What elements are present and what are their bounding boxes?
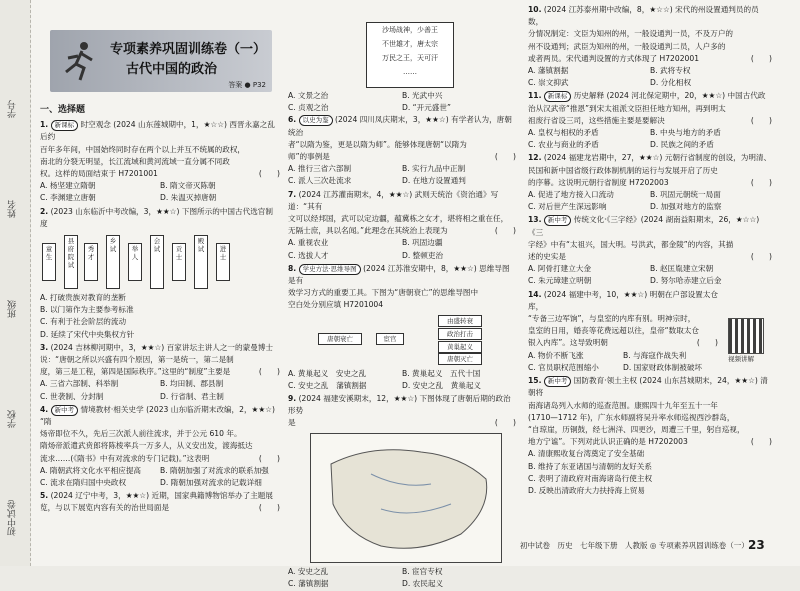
question-12: 12. (2024 福建龙岩期中，27，★★☆) 元朝行省制度的创设，为明清、 民国和新中国省级行政体制机制的运行与发展开启了历史 的序幕。这说明元朝行省制度 H7202003 ( ) A. 促进了地方接入口流动 B. 巩固元朝统一局面 C. 对后世产生深远影响 D. 加强对地方的监察 (528, 153, 772, 212)
question-5: 5. (2024 辽宁中考，3，★★☆) 近期，国家典籍博物馆举办了主题展 览，与以下展览内容有关的治世局面是 ( ) (40, 491, 280, 513)
answer-page-ref: 答案 ● P32 (228, 81, 266, 89)
section-heading: 一、选择题 (40, 105, 86, 115)
question-2: 2. (2023 山东临沂中考改编，3，★★☆) 下图所示的中国古代选官制度 童生 县府院试 秀才 乡试 举人 会试 贡士 殿试 进士 A. 打破贵族对教育的垄断 B. 以门第作为主要参考标准 C. 有利于社会阶层的流动 D. 延续了宋代中央集权方针 (40, 206, 280, 341)
question-9: 9. (2024 福建安溪期末，12，★★☆) 下图体现了唐朝后期的政治形势 是 ( ) A. 安史之乱 B. 宦官专权 C. 藩镇割据 D. 农民起义 (288, 394, 516, 588)
qr-caption: 视频讲解 (728, 355, 754, 363)
title-line-1: 专项素养巩固训练卷（一） (110, 42, 267, 57)
question-3: 3. (2024 吉林柳河期中，3，★★☆) 百家讲坛主讲人之一的蒙曼博士 说：“唐朝之所以兴盛有四个原因，第一是统一，第二是制 度，第三是工程，第四是国际秩序。”这里的“制度”主要是 ( ) A. 三省六部制、科举制 B. 均田制、郡县制 C. 世袭制、分封制 D. 行省制、君主制 (40, 342, 280, 401)
exam-system-diagram: 童生 县府院试 秀才 乡试 举人 会试 贡士 殿试 进士 (40, 233, 280, 289)
qr-code-icon[interactable] (728, 318, 764, 354)
title-line-2: 古代中国的政治 (126, 62, 218, 77)
middle-column: A. 文景之治 B. 光武中兴 C. 贞观之治 D. “开元盛世” 6. 以史为鉴 (2024 四川凤庆期末，3，★★☆) 有学者认为，唐朝统治 者“以隋为鉴，更是以隋为师”。能够体现唐朝“以隋为 师”的事例是 ( ) A. 推行三省六部制 B. 实行九品中正制 C. 派人三次赴流求 D. 在地方设置通判 7. (2024 江苏灌南期末，4，★★☆) 武则天统治《资治通》写道：“其有 文可以经邦国，武可以定边疆，蕴冀栋之女才，堪将相之重在任， 无隔士庶，具以名闻。”此理念在其统治上表现为 ( ) A. 重视农业 B. 巩固边疆 C. 选拔人才 D. 整顿吏治 8. 学史方法·思维导图 (2024 江苏淮安期中，8，★★☆) 思维导图是有 效学习方式的重要工具。下图为“唐朝衰亡”的思维导图中 空白处分别应填 H7201004 唐朝衰亡 宦官 由盛转衰 政治打击 黄巢起义 唐朝灭亡 A. 黄巢起义 安史之乱 B. 黄巢起义 五代十国 C. 安史之乱 藩镇割据 D. 安史之乱 黄巢起义 9. (2024 福建安溪期末，12，★★☆) 下图体现了唐朝后期的政治形势 是 ( ) A. 安史之乱 B. 宦官专权 C. 藩镇割据 D. 农民起义 (288, 90, 516, 591)
question-tag: 新课标 (51, 120, 79, 131)
brand-label: 初中试卷 (8, 500, 18, 536)
question-7: 7. (2024 江苏灌南期末，4，★★☆) 武则天统治《资治通》写道：“其有 文可以经邦国，武可以定边疆，蕴冀栋之女才，堪将相之重在任， 无隔士庶，具以名闻。”此理念在其统治上表现为 ( ) A. 重视农业 B. 巩固边疆 C. 选拔人才 D. 整顿吏治 (288, 189, 516, 260)
class-label: 班级 (8, 300, 18, 318)
school-label: 学校 (8, 410, 18, 428)
binding-margin (0, 0, 31, 566)
footer-text: 初中试卷 历史 七年级下册 人教版 ◎ 专项素养巩固训练卷（一） (520, 541, 749, 550)
question-13: 13. 新中考 传统文化·《三字经》(2024 湖南益阳期末，26，★☆☆)《三 字经》中有“太祖兴，国大明。号洪武，都金陵”的内容，其描 述的史实是 ( ) A. 阿骨打建立大金 B. 赵匡胤建立宋朝 C. 朱元璋建立明朝 D. 努尔哈赤建立后金 (528, 215, 772, 286)
runner-icon (58, 38, 102, 82)
question-14: 14. (2024 福建中考，10，★★☆) 明朝在户部设置太仓库， “专备三边军饷”，与皇室的内库有别。明神宗时， 皇室的日用，婚丧等花费远超以往，皇帝“数取太仓 银入内库”。这导致明朝 ( ) A. 物价不断飞涨 B. 与海寇作战失利 C. 官员职权范围缩小 D. 国家财政体制被破坏 (528, 289, 718, 372)
question-11: 11. 新课标 历史解释 (2024 河北保定期中，20，★★☆) 中国古代政 治从汉武帝“推恩”到宋太祖派文臣担任地方知州，再到明太 祖废行省设三司，这些措施主要是要解决 ( ) A. 皇权与相权的矛盾 B. 中央与地方的矛盾 C. 农业与商业的矛盾 D. 民族之间的矛盾 (528, 91, 772, 150)
question-15: 15. 新中考 国防教育·领土主权 (2024 山东莒城期末，24，★★☆) 清朝将 南海诸岛列入水师的巡查范围。康熙四十九年至五十一年 (1710—1712 年)，广东水师副将吴升率水师巡视西沙群岛， “自琼崖，历铜鼓，经七洲洋、四更沙，周遭三千里，躬自巡视， 地方宁谧”。下列对此认识正确的是 H7202003 ( ) A. 清康熙收复台湾奠定了安全基础 B. 维持了东亚诸国与清朝的友好关系 C. 表明了清政府对南海诸岛行使主权 D. 反映出清政府大力扶持海上贸易 (528, 376, 772, 495)
student-id-label: 学号 (8, 100, 18, 118)
right-column (528, 4, 772, 498)
mind-map: 唐朝衰亡 宦官 由盛转衰 政治打击 黄巢起义 唐朝灭亡 (288, 315, 516, 365)
question-1: 1. 新课标 时空观念 (2024 山东莲城期中，1，★☆☆) 西晋永嘉之乱后约 百年多年间，中国始终同时存在两个以上并互不统属的政权， 南北的分裂无明显，长江流域和黄河流域一直分属不同政 权。这样的局面结束于 H7201001 ( ) A. 杨坚建立隋朝 B. 隋文帝灭陈朝 C. 李渊建立唐朝 D. 朱温灭掉唐朝 (40, 120, 280, 203)
map-outline-icon (311, 434, 501, 562)
title-banner (50, 30, 272, 92)
question-4: 4. 新中考 情境教材·相关史学 (2023 山东临沂期末改编，2，★★☆) “隋 炀帝即位不久，先后三次派人前往流求，并于公元 610 年。 隋炀帝派遣武贲郎将陈棱率兵一万多人，从义安出发，渡海抵达 流求……(《隋书》中有对流求的专门记载)。”这表明 ( ) A. 隋朝武将文化水平相应提高 B. 隋朝加强了对流求的联系加强 C. 流求在隋归国中央政权 D. 隋朝加强对流求的记载详细 (40, 404, 280, 488)
poem-box: 沙场战神，少善王 不世雄才，唐太宗 万民之王，天可汗 …… (366, 22, 454, 88)
page-number: 23 (748, 538, 765, 552)
left-column (40, 98, 280, 516)
question-8: 8. 学史方法·思维导图 (2024 江苏淮安期中，8，★★☆) 思维导图是有 效学习方式的重要工具。下图为“唐朝衰亡”的思维导图中 空白处分别应填 H7201004 唐朝衰亡 宦官 由盛转衰 政治打击 黄巢起义 唐朝灭亡 A. 黄巢起义 安史之乱 B. 黄巢起义 五代十国 C. 安史之乱 藩镇割据 D. 安史之乱 黄巢起义 (288, 263, 516, 392)
question-6: 6. 以史为鉴 (2024 四川凤庆期末，3，★★☆) 有学者认为，唐朝统治 者“以隋为鉴，更是以隋为师”。能够体现唐朝“以隋为 师”的事例是 ( ) A. 推行三省六部制 B. 实行九品中正制 C. 派人三次赴流求 D. 在地方设置通判 (288, 115, 516, 186)
question-10: 10. (2024 江苏泰州期中改编，8，★☆☆) 宋代的州设置通判员的员数， 分情况制定：文臣为知州的州，一般设通判一员，不及万户的 州不设通判；武臣为知州的州，一般设通判二员，人户多的 或者两员。宋代通判设置的方式体现了 H7202001 ( ) A. 藩镇割据 B. 武将专权 C. 崇文抑武 D. 分化相权 (528, 5, 772, 88)
name-label: 姓名 (8, 200, 18, 218)
tang-map (310, 433, 502, 563)
